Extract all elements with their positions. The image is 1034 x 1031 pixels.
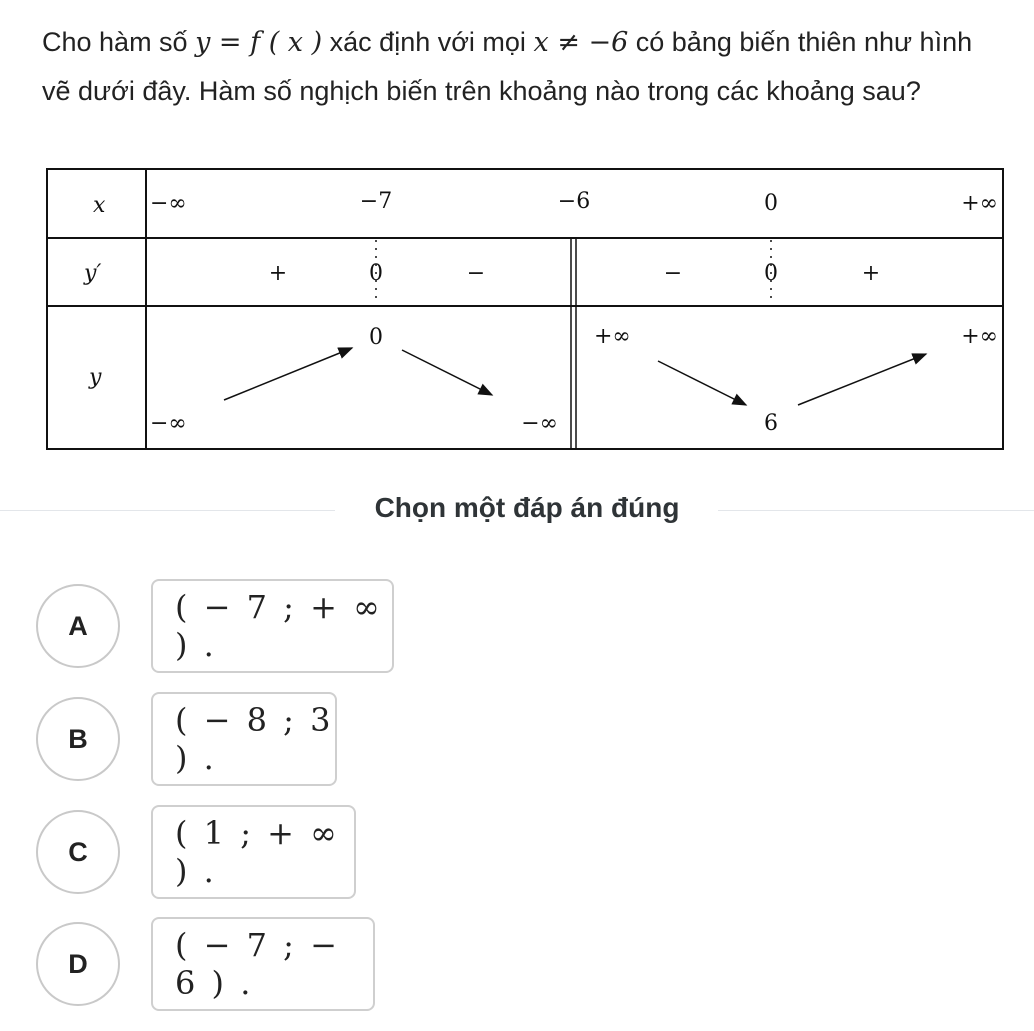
- option-b-letter[interactable]: B: [36, 697, 120, 781]
- row-label-yprime: y′: [84, 261, 102, 286]
- y-value-max: 0: [369, 325, 383, 350]
- option-b-answer[interactable]: ( − 8 ; 3 ) .: [151, 692, 337, 786]
- row-label-y: y: [89, 365, 102, 390]
- option-d-letter[interactable]: D: [36, 922, 120, 1006]
- question-part-2: xác định với mọi: [322, 27, 534, 57]
- x-value-minus6: −6: [557, 189, 591, 214]
- option-c-letter[interactable]: C: [36, 810, 120, 894]
- variation-table: [46, 168, 1004, 450]
- sign-minus-right: −: [663, 261, 683, 286]
- y-value-min: 6: [764, 411, 778, 436]
- option-a-answer[interactable]: ( − 7 ; + ∞ ) .: [151, 579, 394, 673]
- x-value-0: 0: [764, 191, 778, 216]
- divider-right: [718, 510, 1034, 511]
- option-d-answer[interactable]: ( − 7 ; − 6 ) .: [151, 917, 375, 1011]
- y-value-left-of-minus6: −∞: [521, 411, 558, 436]
- sign-plus-right: +: [861, 261, 881, 286]
- x-value-pos-inf: +∞: [961, 191, 998, 216]
- x-value-neg-inf: −∞: [150, 191, 187, 216]
- question-function: y = f ( x ): [195, 27, 323, 58]
- arrow-decreasing-right: [658, 361, 746, 405]
- sign-minus-left: −: [466, 261, 486, 286]
- y-value-right-of-minus6: +∞: [594, 324, 631, 349]
- option-a-letter[interactable]: A: [36, 584, 120, 668]
- sign-plus-left: +: [268, 261, 288, 286]
- question-text: [42, 18, 992, 115]
- question-condition: x ≠ −6: [533, 27, 629, 58]
- arrow-decreasing-left: [402, 350, 492, 395]
- table-frame: [47, 169, 1003, 449]
- arrow-increasing-left: [224, 348, 352, 400]
- sign-zero-0: 0: [764, 261, 778, 286]
- sign-zero-minus7: 0: [369, 261, 383, 286]
- y-value-right-end: +∞: [961, 324, 998, 349]
- prompt-title: Chọn một đáp án đúng: [374, 492, 680, 523]
- y-value-left-start: −∞: [150, 411, 187, 436]
- arrow-increasing-right: [798, 354, 926, 405]
- x-value-minus7: −7: [359, 189, 393, 214]
- option-c-answer[interactable]: ( 1 ; + ∞ ) .: [151, 805, 356, 899]
- row-label-x: x: [93, 193, 106, 218]
- question-part-3: có bảng biến thiên như hình vẽ dưới đây. Hàm số nghịch biến trên khoảng nào trong các khoảng sau?: [42, 27, 973, 106]
- question-part-1: Cho hàm số: [42, 27, 196, 57]
